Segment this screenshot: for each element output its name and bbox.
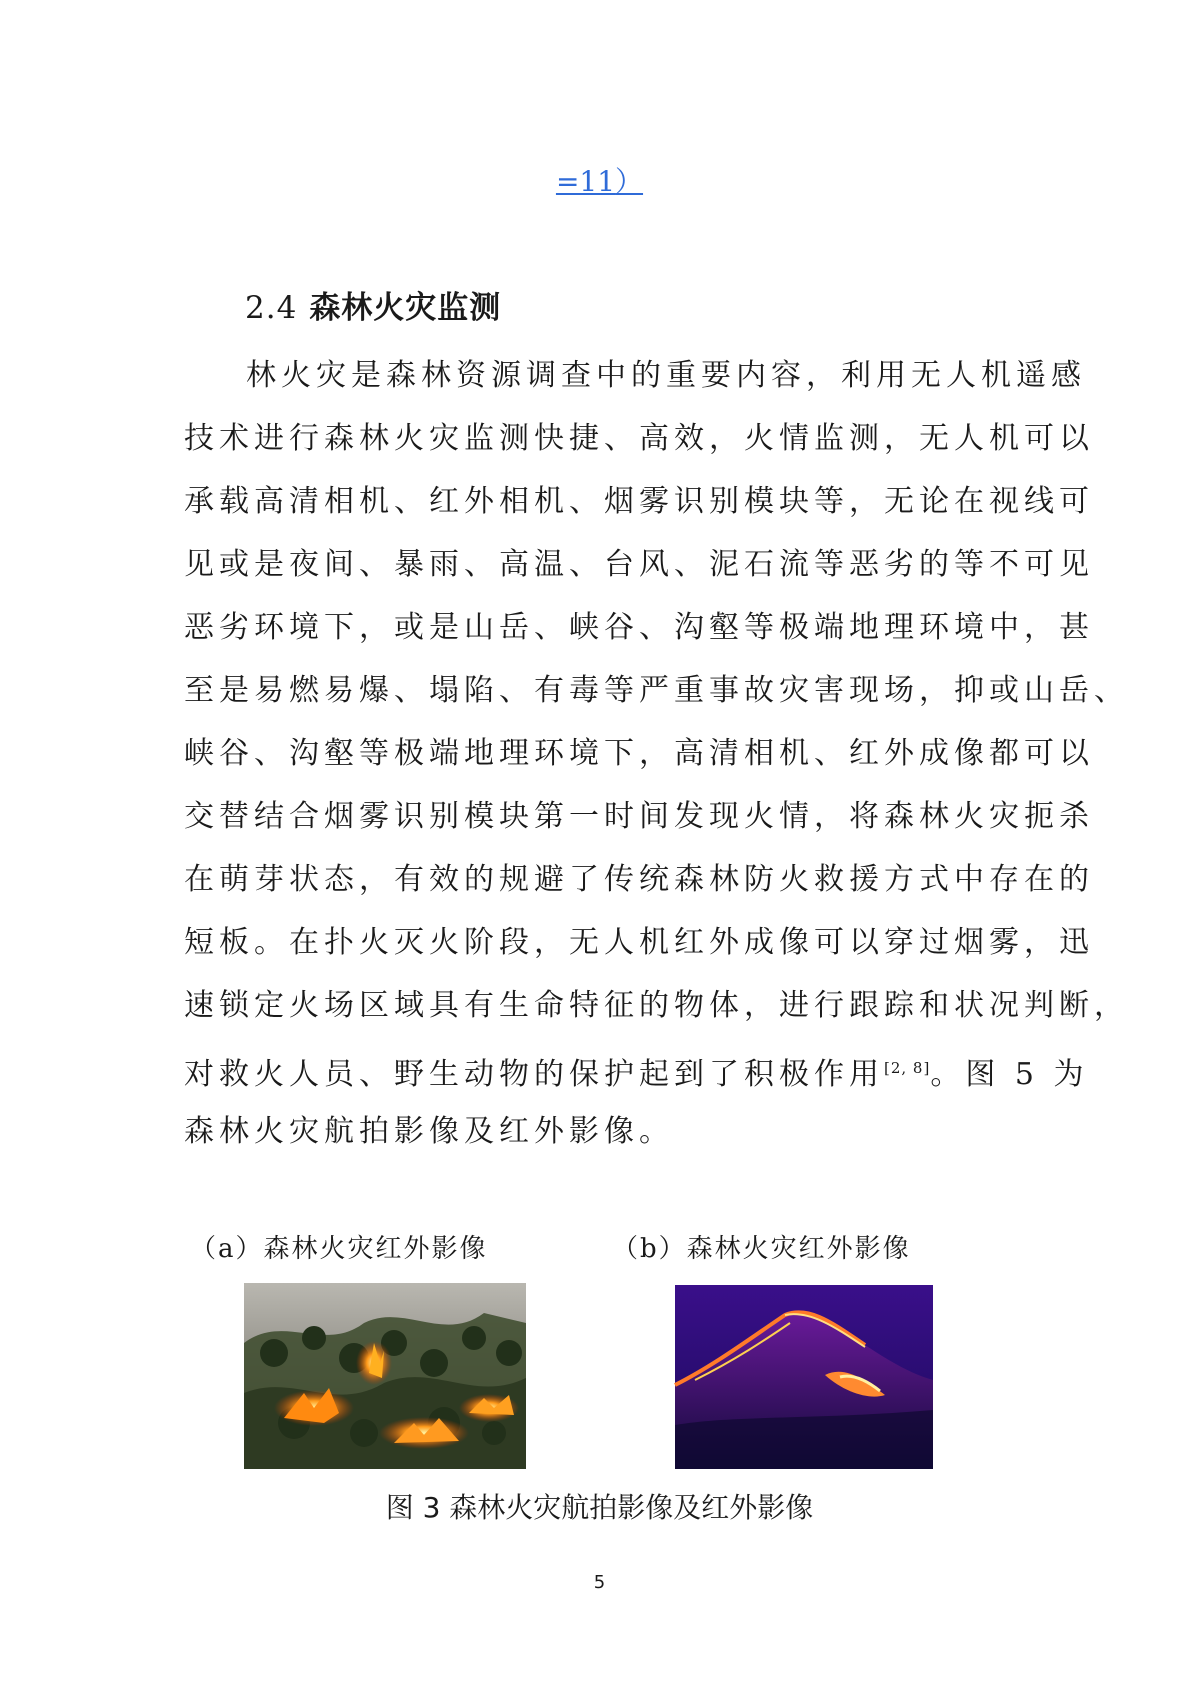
figure-caption: 图 3 森林火灾航拍影像及红外影像 bbox=[385, 1491, 814, 1524]
section-title: 森林火灾监测 bbox=[309, 290, 502, 326]
forest-fire-photo bbox=[244, 1283, 526, 1469]
equation-link[interactable]: =11 bbox=[555, 165, 616, 198]
paragraph-line: 速锁定火场区域具有生命特征的物体，进行跟踪和状况判断， bbox=[184, 988, 1129, 1023]
paragraph-line: 承载高清相机、红外相机、烟雾识别模块等，无论在视线可 bbox=[184, 484, 1094, 519]
line-text: 。图 5 为 bbox=[930, 1057, 1089, 1092]
line-text: 对救火人员、野生动物的保护起到了积极作用 bbox=[184, 1057, 884, 1092]
page-number: 5 bbox=[593, 1572, 606, 1593]
equation-paren: ） bbox=[615, 165, 644, 198]
paragraph-line: 峡谷、沟壑等极端地理环境下，高清相机、红外成像都可以 bbox=[184, 736, 1094, 771]
paragraph-line: 见或是夜间、暴雨、高温、台风、泥石流等恶劣的等不可见 bbox=[184, 547, 1094, 582]
body-paragraph bbox=[184, 344, 1129, 1163]
section-heading bbox=[245, 282, 501, 327]
infrared-thermal-image bbox=[675, 1285, 933, 1469]
paragraph-line: 在萌芽状态，有效的规避了传统森林防火救援方式中存在的 bbox=[184, 862, 1094, 897]
forest-fire-icon bbox=[244, 1283, 526, 1469]
paragraph-line: 森林火灾航拍影像及红外影像。 bbox=[184, 1114, 674, 1149]
figure-a-label: （a）森林火灾红外影像 bbox=[190, 1234, 488, 1264]
equation-reference bbox=[0, 160, 1199, 200]
paragraph-line bbox=[184, 1037, 1089, 1100]
citation-superscript[interactable]: [2, 8] bbox=[884, 1059, 931, 1077]
section-number: 2.4 bbox=[245, 290, 298, 326]
paragraph-line: 交替结合烟雾识别模块第一时间发现火情，将森林火灾扼杀 bbox=[184, 799, 1094, 834]
paragraph-line: 恶劣环境下，或是山岳、峡谷、沟壑等极端地理环境中，甚 bbox=[184, 610, 1094, 645]
paragraph-line: 林火灾是森林资源调查中的重要内容，利用无人机遥感 bbox=[246, 358, 1086, 393]
paragraph-line: 技术进行森林火灾监测快捷、高效，火情监测，无人机可以 bbox=[184, 421, 1094, 456]
paragraph-line: 短板。在扑火灭火阶段，无人机红外成像可以穿过烟雾，迅 bbox=[184, 925, 1094, 960]
paragraph-line: 至是易燃易爆、塌陷、有毒等严重事故灾害现场，抑或山岳、 bbox=[184, 673, 1129, 708]
figure-b-label: （b）森林火灾红外影像 bbox=[612, 1234, 911, 1264]
infrared-volcano-icon bbox=[675, 1285, 933, 1469]
